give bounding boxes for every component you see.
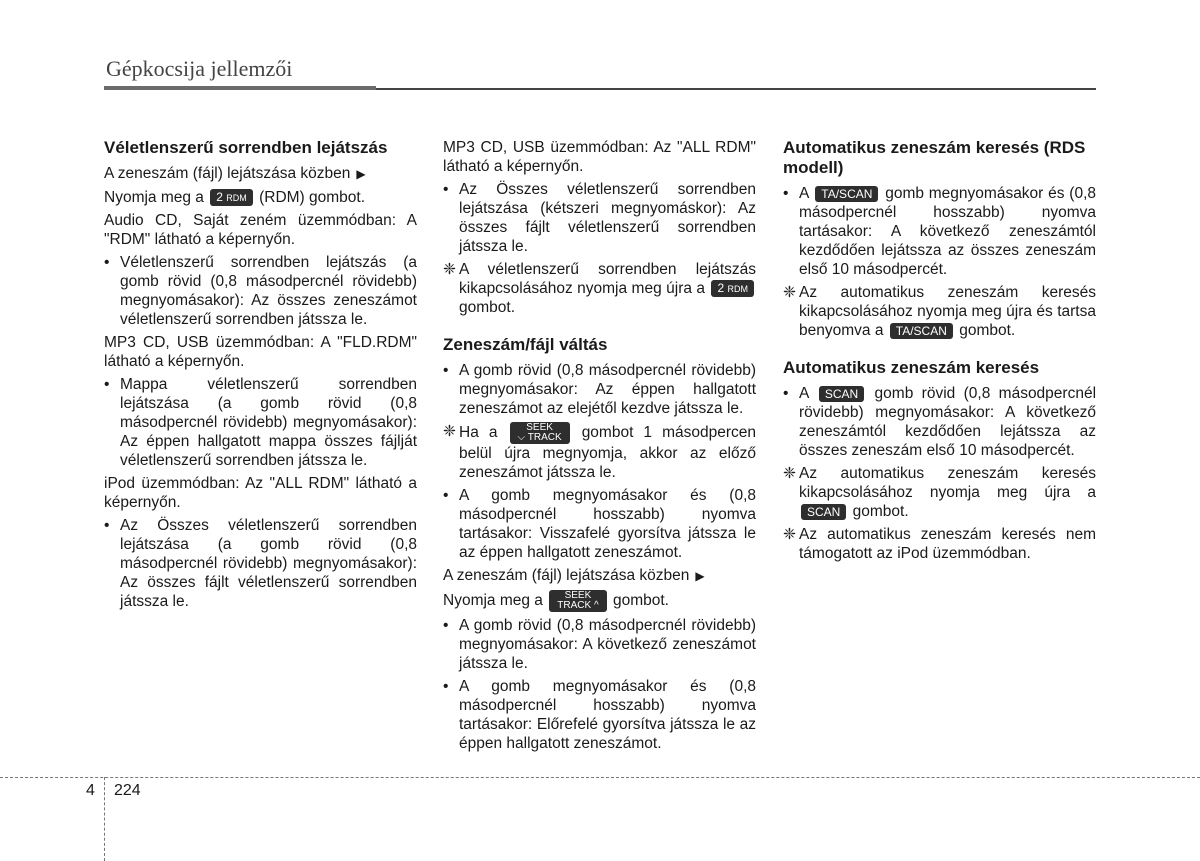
track-label: TRACK <box>527 432 562 443</box>
list-item <box>443 180 756 256</box>
text: A gomb rövid (0,8 másodpercnél rövidebb) megnyomásakor: Az éppen hallgatott zeneszámot az elejétől kezdve játssza le. <box>459 362 756 417</box>
list-item <box>443 361 756 418</box>
seek-label: SEEK <box>526 422 553 433</box>
footer-vertical-divider <box>104 777 105 861</box>
spacer <box>783 344 1096 358</box>
list-item <box>443 677 756 753</box>
note-item <box>443 260 756 317</box>
heading-auto-search: Automatikus zeneszám keresés <box>783 358 1040 377</box>
paragraph <box>104 188 417 207</box>
list-item <box>443 486 756 562</box>
column-3 <box>783 138 1096 567</box>
rdm-button-label: RDM <box>226 193 247 204</box>
spacer <box>443 321 756 335</box>
note-icon: ❈ <box>783 526 796 543</box>
bullet-icon: • <box>783 185 789 202</box>
text: gombot. <box>459 299 516 316</box>
text: A zeneszám (fájl) lejátszása közben <box>104 165 351 182</box>
seek-track-up-button-icon <box>549 590 606 612</box>
text: Az Összes véletlenszerű sorrendben lejátszása (kétszeri megnyomáskor): Az összes fájlt véletlenszerű sorrendben játssza le. <box>459 181 756 255</box>
play-arrow-icon: ▶ <box>695 569 705 583</box>
heading-random-play: Véletlenszerű sorrendben lejátszás <box>104 138 388 157</box>
bullet-icon: • <box>104 376 110 393</box>
header-rule-thick <box>104 86 376 90</box>
rdm-button-icon <box>711 280 754 297</box>
page-number: 224 <box>114 782 141 799</box>
heading-auto-search-rds: Automatikus zeneszám keresés (RDS modell) <box>783 138 1086 177</box>
text: Nyomja meg a <box>443 592 543 610</box>
text: Az automatikus zeneszám keresés kikapcsolásához nyomja meg újra és tartsa benyomva a <box>799 284 1096 339</box>
text: gombot. <box>959 322 1016 339</box>
bullet-icon: • <box>783 385 789 402</box>
text: Ha a <box>459 424 498 442</box>
text: Az automatikus zeneszám keresés kikapcsolásához nyomja meg újra a <box>799 465 1096 501</box>
text: gomb megnyomásakor és (0,8 másodpercnél hosszabb) nyomva tartásakor: A következő zeneszámtól kezdődően lejátssza az összes zeneszám első 10 másodpercét. <box>799 185 1096 278</box>
text: gombot 1 másodpercen belül újra megnyomja, akkor az előző zeneszámot játssza le. <box>459 424 756 481</box>
rdm-button-icon <box>210 189 253 206</box>
note-icon: ❈ <box>783 284 796 301</box>
text: A gomb megnyomásakor és (0,8 másodpercnél hosszabb) nyomva tartásakor: Visszafelé gyorsítva játssza le az éppen hallgatott zeneszámot. <box>459 487 756 561</box>
text: A <box>799 185 809 202</box>
paragraph <box>443 566 756 586</box>
rdm-button-number: 2 <box>717 281 725 296</box>
paragraph: MP3 CD, USB üzemmódban: A "FLD.RDM" látható a képernyőn. <box>104 334 417 370</box>
note-icon: ❈ <box>443 261 456 278</box>
scan-button-icon: SCAN <box>819 386 864 402</box>
text: gombot. <box>852 503 909 520</box>
heading-track-change: Zeneszám/fájl váltás <box>443 335 608 354</box>
list-item <box>104 253 417 329</box>
header-rule-thin <box>376 88 1096 90</box>
bullet-icon: • <box>443 181 449 198</box>
paragraph: iPod üzemmódban: Az "ALL RDM" látható a képernyőn. <box>104 475 417 511</box>
seek-label: SEEK <box>564 590 592 601</box>
chevron-up-icon: ^ <box>593 600 599 611</box>
bullet-icon: • <box>104 517 110 534</box>
paragraph <box>443 590 756 612</box>
list-item <box>104 516 417 611</box>
bullet-icon: • <box>443 617 449 634</box>
text: A zeneszám (fájl) lejátszása közben <box>443 567 690 584</box>
note-icon: ❈ <box>783 465 796 482</box>
paragraph: Audio CD, Saját zeném üzemmódban: A "RDM" látható a képernyőn. <box>104 212 417 248</box>
section-number: 4 <box>86 782 95 799</box>
text: gombot. <box>612 592 669 610</box>
text: (RDM) gombot. <box>259 189 366 206</box>
scan-button-icon: SCAN <box>801 504 846 520</box>
column-1 <box>104 138 417 615</box>
play-arrow-icon: ▶ <box>356 167 366 181</box>
seek-track-down-button-icon <box>510 422 570 444</box>
bullet-icon: • <box>443 362 449 379</box>
text: A véletlenszerű sorrendben lejátszás kikapcsolásához nyomja meg újra a <box>459 261 756 297</box>
text: A gomb rövid (0,8 másodpercnél rövidebb) megnyomásakor: A következő zeneszámot játssza le. <box>459 617 756 672</box>
note-icon: ❈ <box>443 423 456 440</box>
text: Az automatikus zeneszám keresés nem támogatott az iPod üzemmódban. <box>799 526 1096 562</box>
column-2 <box>443 138 756 757</box>
rdm-button-label: RDM <box>727 284 748 295</box>
ta-scan-button-icon: TA/SCAN <box>815 186 878 202</box>
text: Az Összes véletlenszerű sorrendben lejátszása (a gomb rövid (0,8 másodpercnél rövidebb) megnyomásakor): Az összes fájlt véletlenszerű sorrendben játssza le. <box>120 517 417 610</box>
text: Mappa véletlenszerű sorrendben lejátszása (a gomb rövid (0,8 másodpercnél rövidebb) megnyomásakor): Az éppen hallgatott mappa összes fájlját véletlenszerű sorrendben játssza le. <box>120 376 417 469</box>
track-label: TRACK <box>557 600 592 611</box>
note-item <box>783 464 1096 521</box>
chevron-down-icon: ⌵ <box>517 432 526 443</box>
text: gomb rövid (0,8 másodpercnél rövidebb) megnyomásakor: A következő zeneszámtól kezdődően lejátssza az összes zeneszám első 10 másodpercét. <box>799 385 1097 459</box>
text: Véletlenszerű sorrendben lejátszás (a gomb rövid (0,8 másodpercnél rövidebb) megnyomásakor): Az összes zeneszámot véletlenszerű sorrendben játssza le. <box>120 254 417 328</box>
footer-divider <box>0 777 1200 778</box>
bullet-icon: • <box>443 487 449 504</box>
list-item <box>104 375 417 470</box>
text: Nyomja meg a <box>104 189 204 206</box>
note-item <box>443 422 756 482</box>
text: A <box>799 385 809 402</box>
rdm-button-number: 2 <box>216 190 223 205</box>
page-title: Gépkocsija jellemzői <box>106 56 293 81</box>
list-item <box>783 384 1096 460</box>
note-item <box>783 525 1096 563</box>
paragraph: MP3 CD, USB üzemmódban: Az "ALL RDM" látható a képernyőn. <box>443 139 756 175</box>
paragraph <box>104 164 417 184</box>
bullet-icon: • <box>104 254 110 271</box>
text: A gomb megnyomásakor és (0,8 másodpercnél hosszabb) nyomva tartásakor: Előrefelé gyorsítva játssza le az éppen hallgatott zeneszámot. <box>459 678 756 752</box>
list-item <box>783 184 1096 279</box>
note-item <box>783 283 1096 340</box>
ta-scan-button-icon: TA/SCAN <box>890 323 953 339</box>
bullet-icon: • <box>443 678 449 695</box>
list-item <box>443 616 756 673</box>
